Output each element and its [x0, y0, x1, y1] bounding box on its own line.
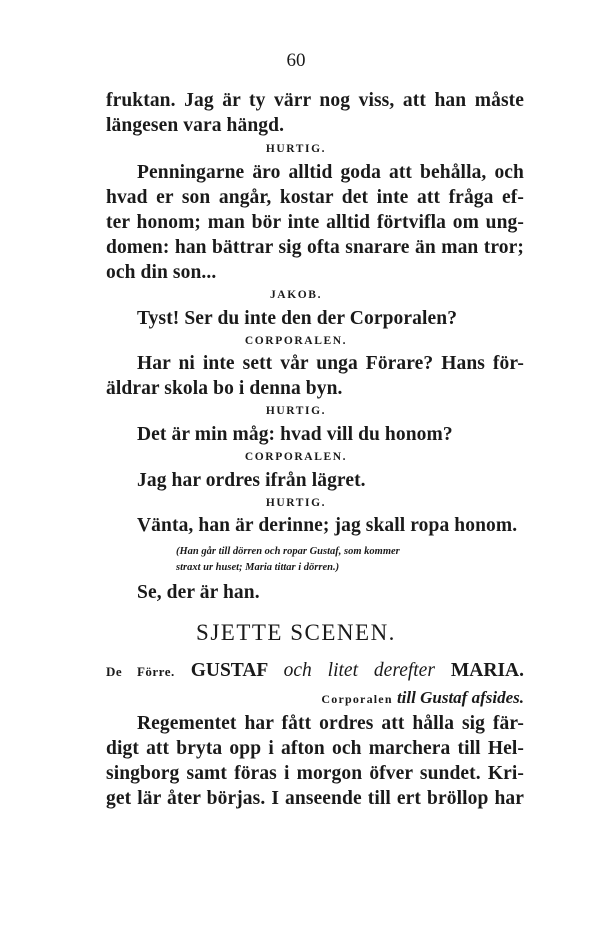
stage-direction: straxt ur huset; Maria tittar i dörren.) — [176, 562, 340, 573]
text-line: Vänta, han är derinne; jag skall ropa honom. — [137, 515, 518, 536]
aside-note: till Gustaf afsides. — [396, 688, 524, 707]
text-line: fruktan. Jag är ty värr nog viss, att han måste — [106, 90, 524, 111]
text-line: Tyst! Ser du inte den der Corporalen? — [137, 308, 458, 329]
cast-list — [106, 660, 524, 682]
page-number: 60 — [286, 50, 306, 71]
aside-speaker: Corporalen — [321, 692, 393, 706]
text-line: digt att bryta opp i afton och marchera till Hel- — [106, 738, 524, 759]
speaker-name: CORPORALEN. — [244, 335, 348, 347]
text-line: Penningarne äro alltid goda att behålla, och — [137, 162, 524, 183]
cast-maria: MARIA. — [450, 660, 524, 681]
text-line: domen: han bättrar sig ofta snarare än man tror; — [106, 237, 524, 258]
speaker-name: HURTIG. — [265, 143, 327, 155]
text-line: get lär åter börjas. I anseende till ert bröllop har — [106, 788, 524, 809]
cast-de-forre: De Förre. — [106, 664, 175, 679]
speaker-name: HURTIG. — [265, 405, 327, 417]
text-line: Det är min måg: hvad vill du honom? — [137, 424, 453, 445]
text-line: hvad er son angår, kostar det inte att fråga ef- — [106, 187, 524, 208]
text-line: längesen vara hängd. — [106, 115, 285, 136]
speaker-aside — [106, 688, 524, 708]
text-line: äldrar skola bo i denna byn. — [106, 378, 343, 399]
speaker-name: HURTIG. — [265, 497, 327, 509]
text-line: Jag har ordres ifrån lägret. — [137, 470, 366, 491]
cast-och-litet: och litet derefter — [283, 660, 435, 681]
text-line: Regementet har fått ordres att hålla sig fär- — [137, 713, 524, 734]
speaker-name: JAKOB. — [269, 289, 323, 301]
text-line: Se, der är han. — [137, 582, 260, 603]
stage-direction: (Han går till dörren och ropar Gustaf, som kommer — [176, 546, 400, 557]
text-line: och din son... — [106, 262, 217, 283]
speaker-name: CORPORALEN. — [244, 451, 348, 463]
scene-title: SJETTE SCENEN. — [196, 620, 396, 645]
text-line: Har ni inte sett vår unga Förare? Hans för- — [137, 353, 524, 374]
cast-gustaf: GUSTAF — [190, 660, 268, 681]
text-line: singborg samt föras i morgon öfver sundet. Kri- — [106, 763, 524, 784]
text-line: ter honom; man bör inte alltid förtvifla om ung- — [106, 212, 524, 233]
